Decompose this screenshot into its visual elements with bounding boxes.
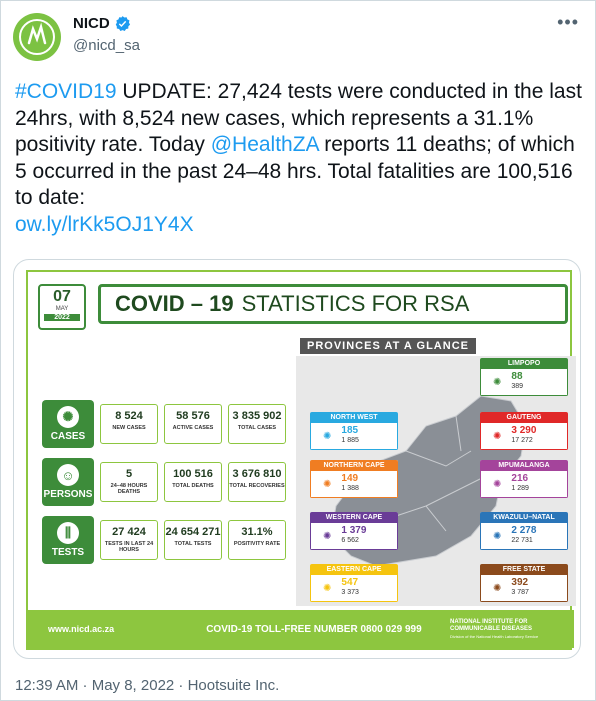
footer-website: www.nicd.ac.za bbox=[48, 624, 115, 634]
stat-label: TOTAL DEATHS bbox=[172, 483, 214, 489]
infographic-footer bbox=[28, 610, 574, 648]
stat-label: TOTAL RECOVERIES bbox=[229, 483, 285, 489]
province-cases: 3 787 bbox=[511, 589, 529, 596]
tweet-text-part-1: UPDATE: 27,424 tests were conducted in the last 24hrs, with 8,524 new cases, which represents a 31.1% positivity rate. Today bbox=[15, 80, 582, 156]
province-body bbox=[310, 423, 398, 450]
province-name: LIMPOPO bbox=[480, 358, 568, 369]
tweet-text-part-2: reports 11 deaths; of which 5 occurred in the past 24–48 hrs. Total fatalities are 100,516 to date: bbox=[15, 133, 575, 209]
province-virus-icon: ✺ bbox=[323, 582, 332, 594]
persons-row bbox=[42, 458, 286, 506]
provinces-header: PROVINCES AT A GLANCE bbox=[300, 338, 476, 354]
avatar[interactable] bbox=[13, 13, 61, 61]
footer-division: Division of the National Health Laboratory Service bbox=[450, 633, 539, 639]
date-year: 2022 bbox=[44, 314, 80, 321]
stat-total-deaths bbox=[164, 462, 222, 502]
mention-link[interactable]: @HealthZA bbox=[210, 133, 319, 156]
infographic-title-bold: COVID – 19 bbox=[115, 291, 234, 316]
province-active: 185 bbox=[341, 425, 359, 436]
province-virus-icon: ✺ bbox=[493, 430, 502, 442]
province-active: 216 bbox=[511, 473, 529, 484]
stat-label: ACTIVE CASES bbox=[172, 425, 214, 431]
footer-institute-name: NATIONAL INSTITUTE FOR COMMUNICABLE DISEASES bbox=[450, 618, 533, 632]
province-values bbox=[511, 526, 536, 546]
province-active: 3 290 bbox=[511, 425, 537, 436]
province-values bbox=[511, 372, 523, 392]
province-active: 547 bbox=[341, 577, 359, 588]
stat-label: 24–48 HOURS DEATHS bbox=[110, 483, 148, 495]
province-box bbox=[310, 460, 398, 498]
test-tubes-icon: ⫼ bbox=[57, 522, 79, 544]
province-box bbox=[480, 358, 568, 396]
province-values bbox=[511, 426, 536, 446]
stat-tests-24h bbox=[100, 520, 158, 560]
tweet-image[interactable] bbox=[13, 259, 581, 659]
persons-category bbox=[42, 458, 94, 506]
province-name: NORTHERN CAPE bbox=[310, 460, 398, 471]
category-label: TESTS bbox=[51, 547, 85, 558]
province-name: EASTERN CAPE bbox=[310, 564, 398, 575]
short-url-link[interactable]: ow.ly/lrKk5OJ1Y4X bbox=[15, 212, 194, 236]
date-badge bbox=[38, 284, 86, 330]
province-cases: 389 bbox=[511, 383, 524, 390]
province-active: 1 379 bbox=[341, 525, 367, 536]
province-virus-icon: ✺ bbox=[493, 376, 502, 388]
province-body bbox=[480, 423, 568, 450]
infographic-title-rest: STATISTICS FOR RSA bbox=[241, 291, 470, 316]
stat-value: 27 424 bbox=[112, 526, 146, 538]
stat-value: 24 654 271 bbox=[165, 526, 221, 538]
province-virus-icon: ✺ bbox=[493, 582, 502, 594]
province-cases: 22 731 bbox=[511, 537, 533, 544]
category-label: PERSONS bbox=[43, 489, 93, 500]
province-virus-icon: ✺ bbox=[493, 478, 502, 490]
province-active: 149 bbox=[341, 473, 359, 484]
province-active: 2 278 bbox=[511, 525, 537, 536]
province-body bbox=[480, 523, 568, 550]
stat-label: TOTAL TESTS bbox=[174, 541, 212, 547]
province-box bbox=[310, 512, 398, 550]
province-active: 392 bbox=[511, 577, 529, 588]
verified-badge-icon bbox=[114, 15, 131, 32]
province-body bbox=[310, 523, 398, 550]
province-name: NORTH WEST bbox=[310, 412, 398, 423]
province-name: WESTERN CAPE bbox=[310, 512, 398, 523]
province-values bbox=[341, 578, 359, 598]
province-virus-icon: ✺ bbox=[323, 478, 332, 490]
stat-label: NEW CASES bbox=[112, 425, 146, 431]
province-body bbox=[310, 471, 398, 498]
stat-value: 58 576 bbox=[176, 410, 210, 422]
account-name[interactable]: NICD bbox=[73, 15, 110, 32]
province-cases: 17 272 bbox=[511, 437, 533, 444]
province-name: FREE STATE bbox=[480, 564, 568, 575]
province-box bbox=[310, 564, 398, 602]
province-body bbox=[480, 471, 568, 498]
stat-value: 5 bbox=[125, 468, 133, 480]
footer-institute-logo bbox=[450, 619, 560, 640]
stat-value: 100 516 bbox=[173, 468, 213, 480]
account-handle[interactable]: @nicd_sa bbox=[73, 37, 140, 54]
province-values bbox=[341, 426, 359, 446]
tests-row bbox=[42, 516, 286, 564]
stat-label: TESTS IN LAST 24 HOURS bbox=[104, 541, 154, 553]
infographic bbox=[26, 270, 572, 650]
province-name: KWAZULU–NATAL bbox=[480, 512, 568, 523]
stat-new-cases bbox=[100, 404, 158, 444]
cases-category bbox=[42, 400, 94, 448]
more-options-icon[interactable]: ••• bbox=[557, 12, 579, 32]
stat-active-cases bbox=[164, 404, 222, 444]
stat-value: 8 524 bbox=[115, 410, 143, 422]
province-box bbox=[310, 412, 398, 450]
category-label: CASES bbox=[50, 431, 86, 442]
date-month: MAY bbox=[55, 306, 69, 312]
stat-recent-deaths bbox=[100, 462, 158, 502]
stat-value: 31.1% bbox=[241, 526, 273, 538]
province-virus-icon: ✺ bbox=[323, 430, 332, 442]
province-values bbox=[341, 474, 359, 494]
province-values bbox=[341, 526, 366, 546]
province-values bbox=[511, 578, 529, 598]
province-active: 88 bbox=[511, 371, 523, 382]
province-virus-icon: ✺ bbox=[323, 530, 332, 542]
province-body bbox=[480, 369, 568, 396]
footer-tollfree: COVID-19 TOLL-FREE NUMBER 0800 029 999 bbox=[206, 623, 422, 635]
province-body bbox=[310, 575, 398, 602]
province-box bbox=[480, 460, 568, 498]
province-cases: 3 373 bbox=[341, 589, 359, 596]
account-name-row[interactable] bbox=[73, 15, 131, 32]
province-box bbox=[480, 512, 568, 550]
province-box bbox=[480, 412, 568, 450]
stat-value: 3 835 902 bbox=[232, 410, 282, 422]
province-box bbox=[480, 564, 568, 602]
stat-total-cases bbox=[228, 404, 286, 444]
persons-icon: ☺ bbox=[57, 464, 79, 486]
stat-total-tests bbox=[164, 520, 222, 560]
tests-category bbox=[42, 516, 94, 564]
province-cases: 1 388 bbox=[341, 485, 359, 492]
province-name: MPUMALANGA bbox=[480, 460, 568, 471]
province-body bbox=[480, 575, 568, 602]
province-cases: 6 562 bbox=[341, 537, 359, 544]
stat-label: POSITIVITY RATE bbox=[233, 541, 281, 547]
province-cases: 1 885 bbox=[341, 437, 359, 444]
infographic-title bbox=[98, 284, 568, 324]
hashtag-link[interactable]: #COVID19 bbox=[15, 80, 117, 103]
province-cases: 1 289 bbox=[511, 485, 529, 492]
stat-label: TOTAL CASES bbox=[237, 425, 277, 431]
province-virus-icon: ✺ bbox=[493, 530, 502, 542]
stat-positivity-rate bbox=[228, 520, 286, 560]
stat-value: 3 676 810 bbox=[232, 468, 282, 480]
tweet-timestamp-source[interactable]: 12:39 AM · May 8, 2022 · Hootsuite Inc. bbox=[15, 677, 280, 694]
cases-row bbox=[42, 400, 286, 448]
province-values bbox=[511, 474, 529, 494]
virus-icon: ✺ bbox=[57, 406, 79, 428]
stat-total-recoveries bbox=[228, 462, 286, 502]
date-day: 07 bbox=[53, 288, 71, 305]
nicd-logo-icon bbox=[17, 17, 57, 57]
tweet-text bbox=[15, 79, 587, 238]
province-name: GAUTENG bbox=[480, 412, 568, 423]
